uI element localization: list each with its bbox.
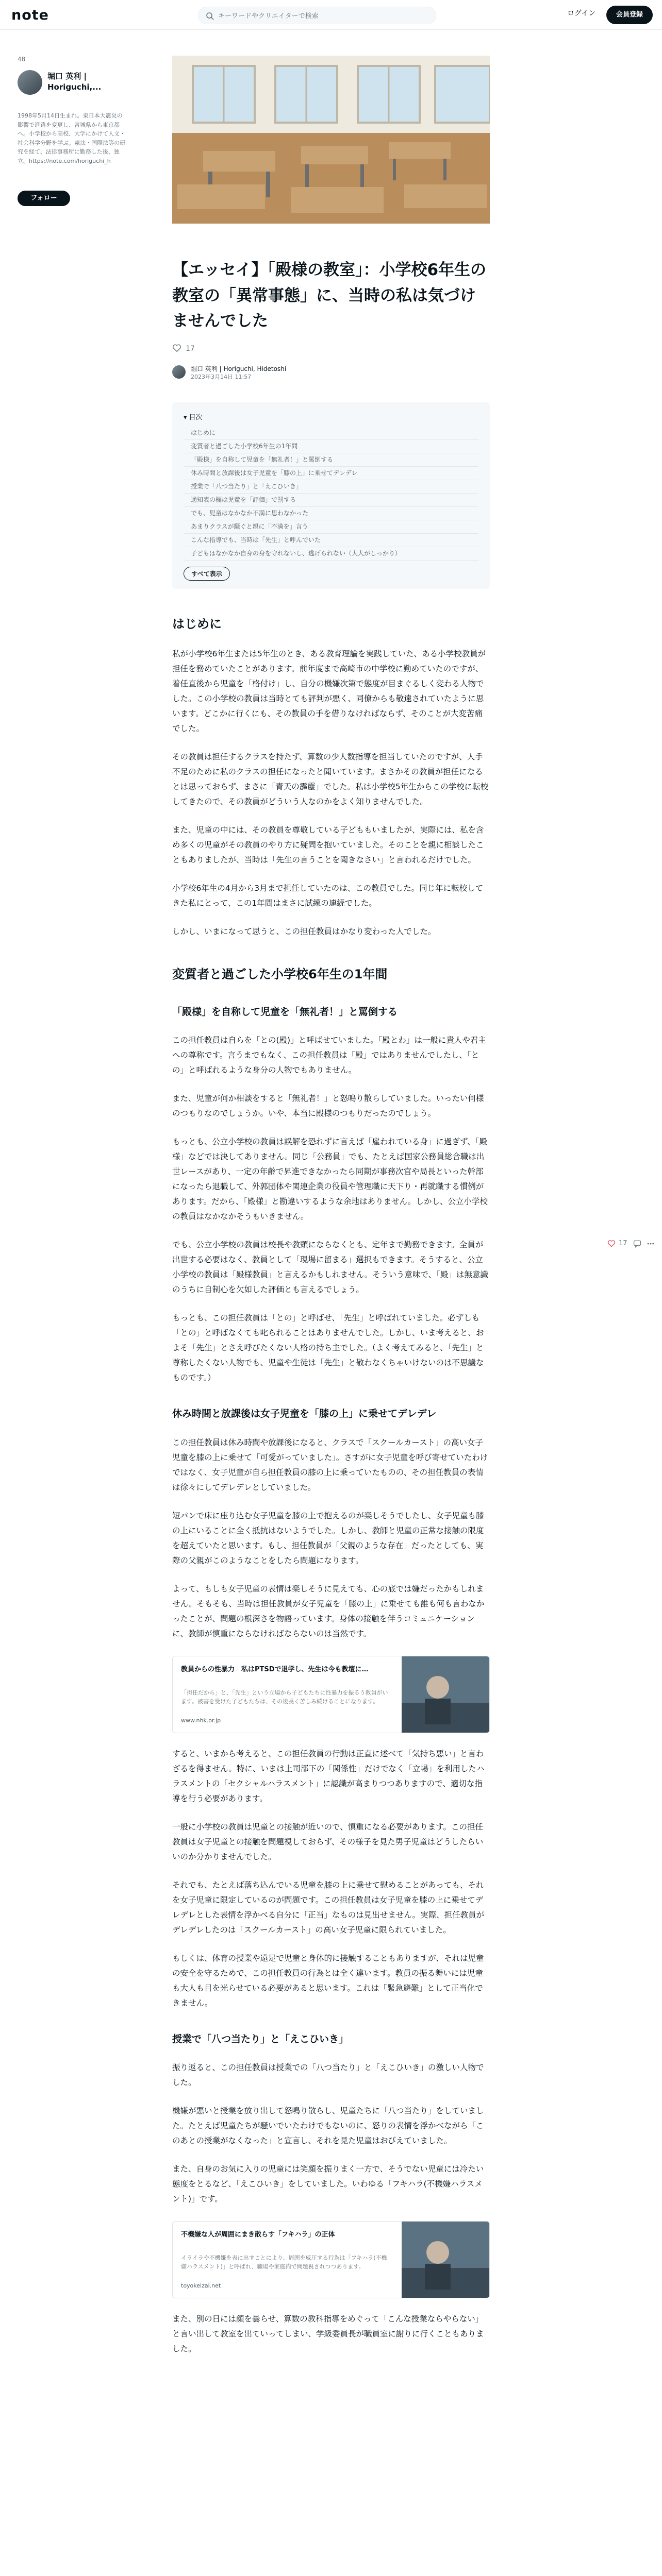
login-link[interactable]: ログイン: [567, 9, 596, 18]
paragraph: それでも、たとえば落ち込んでいる児童を膝の上に乗せて慰めることがあっても、それを女子児童に限定しているのが問題です。この担任教員は女子児童を膝の上に乗せてデレデレとした表情を浮かべる自分に「正当」なものは見出せません。実際、担任教員がデレデレしたのは「スクールカースト」の高い女子児童に限られていました。: [172, 1880, 485, 1935]
section-heading: 変質者と過ごした小学校6年生の1年間: [172, 967, 388, 981]
heart-icon[interactable]: [607, 1240, 616, 1248]
link-card-description: イライラや不機嫌を表に出すことにより、周囲を威圧する行為は「フキハラ(不機嫌ハラスメント)」と呼ばれ、職場や家庭内で問題視されつつあります。: [181, 2254, 387, 2270]
paragraph: その教員は担任するクラスを持たず、算数の少人数指導を担当していたのですが、人手不足のために私のクラスの担任になったと聞いています。まさかその教員が担任になるとは思っておらず、まさに「青天の霹靂」でした。私は小学校5年生からこの学校に転校してきたので、その教員がどういう人なのかをよく知りませんでした。: [172, 752, 489, 806]
toc-item[interactable]: あまりクラスが騒ぐと親に「不満を」言う: [184, 520, 478, 534]
subsection-heading: 休み時間と放課後は女子児童を「膝の上」に乗せてデレデレ: [172, 1408, 437, 1420]
paragraph: しかし、いまになって思うと、この担任教員はかなり変わった人でした。: [172, 926, 436, 936]
paragraph: 一般に小学校の教員は児童との接触が近いので、慎重になる必要があります。この担任教員は女子児童との接触を問題視しておらず、その様子を見た男子児童はどうしたらいいのか分かりませんでした。: [172, 1822, 484, 1861]
paragraph: また、児童の中には、その教員を尊敬している子どももいましたが、実際には、私を含め多くの児童がその教員のやり方に疑問を抱いていました。そのことを親に相談したこともありましたが、当時は「先生の言うことを聞きなさい」と言われるだけでした。: [172, 825, 484, 865]
link-card[interactable]: [172, 2221, 490, 2298]
comment-icon[interactable]: [633, 1240, 641, 1248]
more-icon[interactable]: [647, 1240, 655, 1248]
article-body: [172, 258, 490, 2357]
article-title: 【エッセイ】「殿様の教室」：小学校6年生の教室の「異常事態」に、当時の私は気づけませんでした: [172, 261, 487, 331]
paragraph: 私が小学校6年生または5年生のとき、ある教育理論を実践していた、ある小学校教員が担任を務めていたことがあります。前年度まで高崎市の中学校に勤めていたのですが、着任直後から児童を「格付け」し、自分の機嫌次第で態度が目まぐるしく変わる人物でした。この小学校の教員は当時とても評判が悪く、同僚からも敬遠されていたように思います。どこかに行くにも、その教員の手を借りなければならず、そのことが大変苦痛でした。: [172, 649, 486, 733]
signup-button[interactable]: 会員登録: [606, 6, 653, 24]
paragraph: すると、いまから考えると、この担任教員の行動は正直に述べて「気持ち悪い」と言わざるを得ません。特に、いまは上司部下の「関係性」だけでなく「立場」を利用したハラスメントの「セクシャルハラスメント」に認識が高まりつつありますので、適切な指導を行う必要があります。: [172, 1749, 485, 1803]
paragraph: もしくは、体育の授業や遠足で児童と身体的に接触することもありますが、それは児童の安全を守るためで、この担任教員の行為とは全く違います。教員の振る舞いには児童も大人も目を光らせている必要があると思います。これは「緊急避難」として正当化できません。: [172, 1953, 484, 2008]
toc-item[interactable]: 変質者と過ごした小学校6年生の1年間: [184, 440, 478, 453]
author-bio: 1998年5月14日生まれ。東日本大震災の影響で進路を変更し、宮城県から東京都へ。小学校から高校、大学にかけて人文・社会科学分野を学ぶ。憲法・国際法等の研究を経て、法律事務所に勤務した後、独立。https://note.com/horiguchi_h: [18, 112, 126, 164]
link-card-title: 教員からの性暴力 私はPTSDで退学し、先生は今も教壇に…: [181, 1665, 369, 1673]
heart-icon[interactable]: [172, 344, 181, 353]
article-date: 2023年3月14日 11:57: [191, 373, 252, 380]
toc-item[interactable]: 子どもはなかなか自身の身を守れないし、逃げられない（大人がしっかり）: [184, 547, 478, 561]
floating-actions: [607, 1236, 659, 1252]
article-author-row: [172, 363, 490, 381]
paragraph: この担任教員は自らを「との(殿)」と呼ばせていました。「殿とわ」は一般に貴人や君主への尊称です。言うまでもなく、この担任教員は「殿」ではありませんでしたし、「との」と呼ばれるような身分の人物でもありません。: [172, 1036, 486, 1075]
table-of-contents: [172, 402, 490, 589]
link-card-url: www.nhk.or.jp: [181, 1717, 221, 1724]
paragraph: また、別の日には顔を曇らせ、算数の教科指導をめぐって「こんな授業ならやらない」と言い出して教室を出ていってしまい、学級委員長が職員室に謝りに行くこともありました。: [172, 2314, 484, 2353]
subsection-heading: 授業で「八つ当たり」と「えこひいき」: [172, 2033, 349, 2045]
paragraph: また、児童が何か相談をすると「無礼者！」と怒鳴り散らしていました。いったい何様のつもりなのでしょうか。いや、本当に殿様のつもりだったのでしょう。: [172, 1094, 484, 1118]
floating-like-count: 17: [619, 1240, 627, 1247]
search-icon: [206, 12, 214, 20]
toc-item[interactable]: 通知表の欄は児童を「評価」で罰する: [184, 494, 478, 507]
paragraph: 短パンで床に座り込む女子児童を膝の上で抱えるのが楽しそうでしたし、女子児童も膝の上にいることに全く抵抗はないようでした。しかし、教師と児童の正常な接触の限度を超えていたと思います。もし、担任教員が「父親のような存在」だったとしても、実際の父親がこのようなことをしたら問題になります。: [172, 1511, 484, 1565]
site-header: [0, 0, 662, 30]
paragraph: また、自身のお気に入りの児童には笑顔を振りまく一方で、そうでない児童には冷たい態度をとるなど、「えこひいき」をしていました。いわゆる「フキハラ(不機嫌ハラスメント)」です。: [172, 2164, 484, 2204]
author-name[interactable]: 堀口 英利 | Horiguchi,...: [47, 72, 102, 92]
paragraph: 振り返ると、この担任教員は授業での「八つ当たり」と「えこひいき」の激しい人物でした。: [172, 2062, 484, 2087]
subsection-heading: 「殿様」を自称して児童を「無礼者！」と罵倒する: [172, 1006, 398, 1018]
toc-item[interactable]: はじめに: [184, 427, 478, 440]
toc-item[interactable]: 「殿様」を自称して児童を「無礼者！」と罵倒する: [184, 453, 478, 467]
link-card-thumbnail: [402, 2222, 489, 2298]
like-row: [172, 344, 490, 356]
like-count: 17: [186, 344, 195, 353]
author-count: 48: [18, 56, 26, 63]
author-mini-avatar[interactable]: [172, 365, 186, 379]
paragraph: 小学校6年生の4月から3月まで担任していたのは、この教員でした。同じ年に転校してきた私にとって、この1年間はまさに試練の連続でした。: [172, 883, 484, 908]
link-card-description: 「担任だから」と、「先生」という立場から子どもたちに性暴力を振るう教員がいます。被害を受けた子どもたちは、その後長く苦しみ続けることになります。: [181, 1689, 388, 1705]
author-sidebar: [18, 56, 131, 202]
paragraph: 機嫌が悪いと授業を放り出して怒鳴り散らし、児童たちに「八つ当たり」をしていました。たとえば児童たちが騒いでいたわけでもないのに、怒りの表情を浮かべながら「このあとの授業がなくなった」と宣言し、それを見た児童はおびえていました。: [172, 2106, 484, 2145]
paragraph: もっとも、公立小学校の教員は誤解を恐れずに言えば「雇われている身」に過ぎず、「殿様」などでは決してありません。同じ「公務員」でも、たとえば国家公務員総合職は出世レースがあり、一定の年齢で昇進できなかったら同期が事務次官や局長といった幹部になったら退職して、外郭団体や関連企業の役員や管理職に天下り・再就職する慣例があります。だから、「殿様」と勘違いするような余地はありません。しかし、公立小学校の教員はなかなかそうもいきません。: [172, 1137, 488, 1222]
follow-button[interactable]: フォロー: [18, 191, 70, 206]
link-card-title: 不機嫌な人が周囲にまき散らす「フキハラ」の正体: [181, 2230, 335, 2239]
section-heading: はじめに: [172, 616, 222, 631]
search-input[interactable]: [218, 10, 424, 22]
search-box[interactable]: [198, 7, 436, 24]
paragraph: でも、公立小学校の教員は校長や教頭にならなくとも、定年まで勤務できます。全員が出世する必要はなく、教員として「現場に留まる」選択もできます。そうすると、公立小学校の教員は「殿様教員」と言えるかもしれません。そういう意味で、「殿」は無意識のうちに自制心を欠如した評価とも言えるでしょう。: [172, 1240, 488, 1295]
toc-show-all-button[interactable]: すべて表示: [184, 567, 230, 581]
link-card[interactable]: [172, 1656, 490, 1733]
author-avatar[interactable]: [18, 70, 42, 95]
toc-title[interactable]: ▾ 目次: [184, 413, 203, 421]
toc-item[interactable]: 休み時間と放課後は女子児童を「膝の上」に乗せてデレデレ: [184, 467, 478, 480]
link-card-url: toyokeizai.net: [181, 2282, 221, 2289]
toc-item[interactable]: 授業で「八つ当たり」と「えこひいき」: [184, 480, 478, 494]
note-logo[interactable]: note: [11, 7, 49, 23]
paragraph: よって、もしも女子児童の表情は楽しそうに見えても、心の底では嫌だったかもしれません。そもそも、当時は担任教員が女子児童を「膝の上」に乗せても誰も何も言わなかったことが、問題の根深さを物語っています。身体の接触を伴うコミュニケーションに、教師が慎重にならなければならないのは当然です。: [172, 1584, 485, 1638]
classroom-illustration: [172, 56, 490, 224]
paragraph: この担任教員は休み時間や放課後になると、クラスで「スクールカースト」の高い女子児童を膝の上に乗せて「可愛がっていました」。さすがに女子児童を呼び寄せていたわけではなく、女子児童が自ら担任教員の膝の上に乗っていたものの、その担任教員の表情は徐々にしてデレデレとしていました。: [172, 1437, 488, 1492]
toc-item[interactable]: こんな指導でも、当時は「先生」と呼んでいた: [184, 534, 478, 547]
article-author-name[interactable]: 堀口 英利 | Horiguchi, Hidetoshi: [191, 365, 287, 372]
link-card-thumbnail: [402, 1656, 489, 1733]
paragraph: もっとも、この担任教員は「との」と呼ばせ、「先生」と呼ばれていました。必ずしも「との」と呼ばなくても叱られることはありませんでした。しかし、いま考えると、およそ「先生」とさえ呼びたくない人格の持ち主でした。（よく考えてみると、「先生」と尊称したくない人物でも、児童や生徒は「先生」と敬わなくちゃいけないのは不思議なものです。）: [172, 1313, 484, 1383]
hero-image-classroom: [172, 56, 490, 224]
toc-item[interactable]: でも、児童はなかなか不満に思わなかった: [184, 507, 478, 520]
